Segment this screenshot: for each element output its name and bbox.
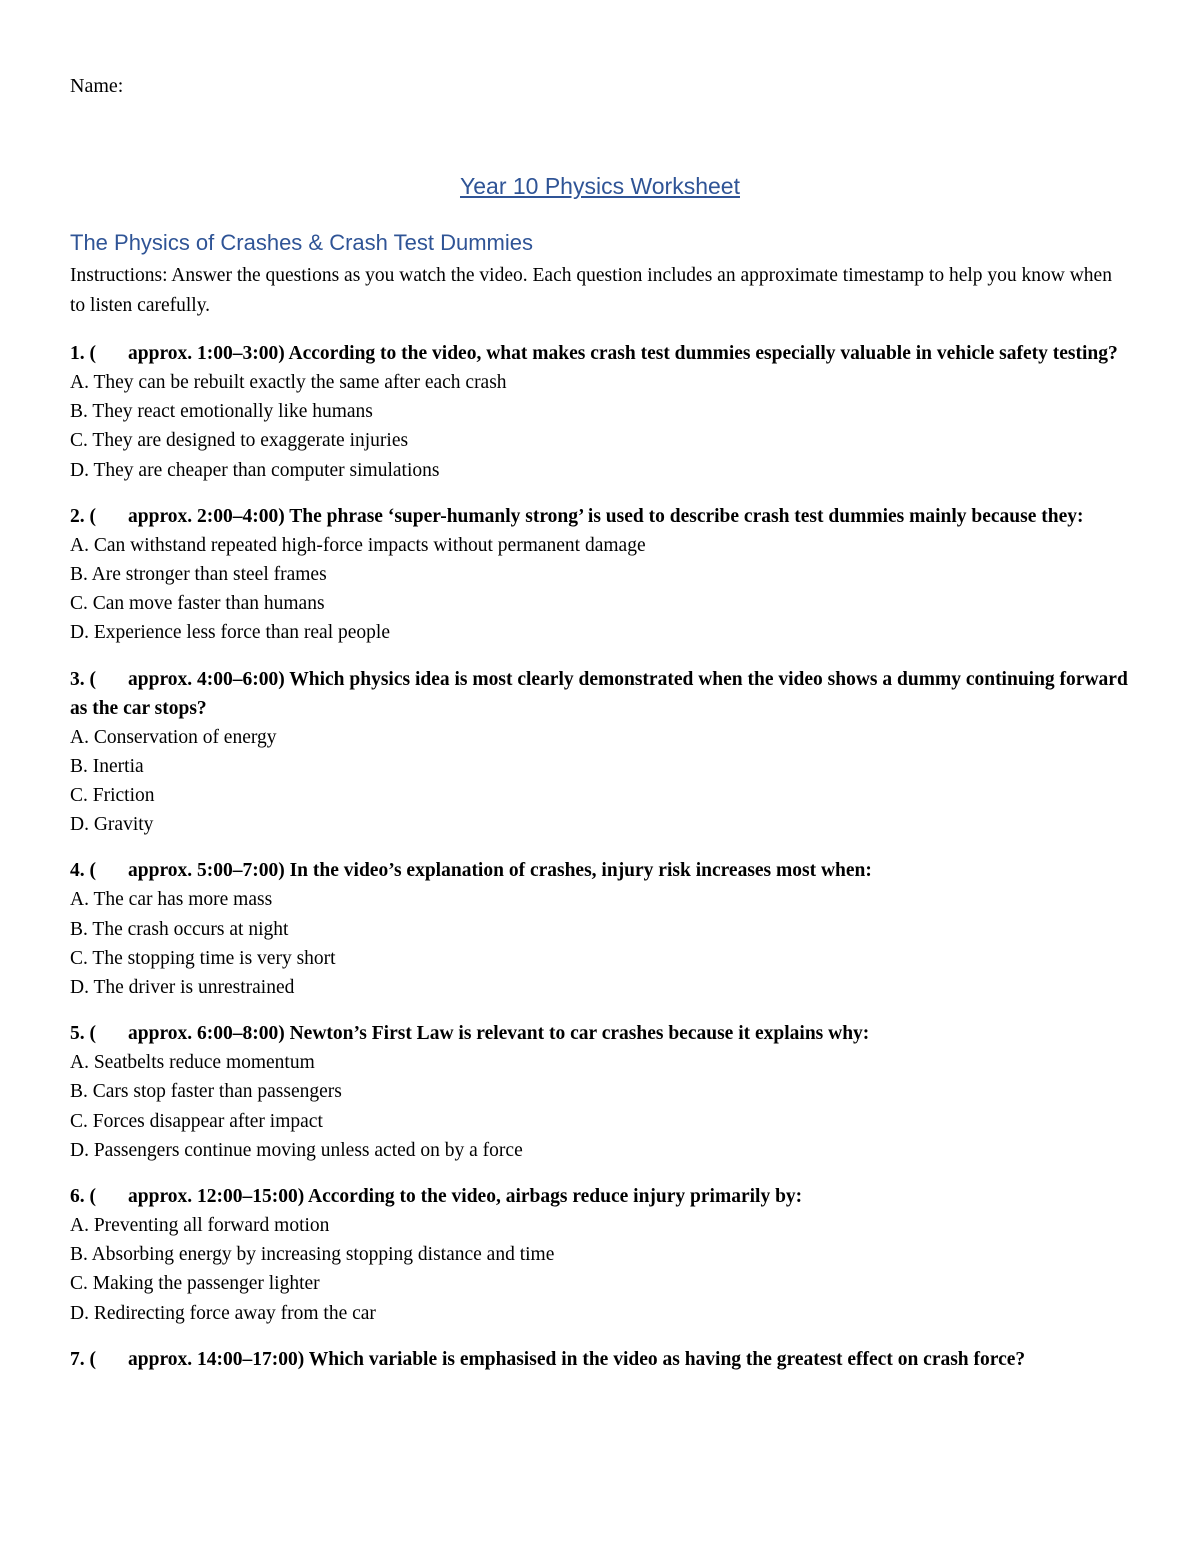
- question-number: 3. (: [70, 668, 96, 690]
- option-c: C. Making the passenger lighter: [70, 1273, 320, 1295]
- option-c: C. Friction: [70, 785, 155, 807]
- question-number: 7. (: [70, 1348, 96, 1370]
- option-d: D. Redirecting force away from the car: [70, 1302, 376, 1324]
- question-stem: [70, 856, 1130, 885]
- question-text: approx. 5:00–7:00) In the video’s explanation of crashes, injury risk increases most when:: [128, 860, 872, 882]
- option-b: B. They react emotionally like humans: [70, 401, 373, 423]
- option-b: B. Cars stop faster than passengers: [70, 1081, 342, 1103]
- question-6: [70, 1182, 1130, 1328]
- question-number: 5. (: [70, 1023, 96, 1045]
- question-number: 4. (: [70, 860, 96, 882]
- option-b: B. Inertia: [70, 755, 144, 777]
- question-stem: [70, 665, 1130, 723]
- option-c: C. Can move faster than humans: [70, 593, 325, 615]
- option-b: B. The crash occurs at night: [70, 918, 289, 940]
- question-text: approx. 4:00–6:00) Which physics idea is most clearly demonstrated when the video shows a dummy continuing forward as the car stops?: [70, 668, 1128, 719]
- option-c: C. They are designed to exaggerate injuries: [70, 430, 409, 452]
- option-a: A. Seatbelts reduce momentum: [70, 1052, 315, 1074]
- question-stem: [70, 1182, 1130, 1211]
- worksheet-title: Year 10 Physics Worksheet: [460, 173, 740, 199]
- worksheet-subtitle: The Physics of Crashes & Crash Test Dummies: [70, 230, 533, 255]
- option-b: B. Absorbing energy by increasing stopping distance and time: [70, 1244, 555, 1266]
- option-d: D. The driver is unrestrained: [70, 977, 295, 999]
- option-c: C. Forces disappear after impact: [70, 1110, 323, 1132]
- question-text: approx. 1:00–3:00) According to the video, what makes crash test dummies especially valuable in vehicle safety testing?: [128, 343, 1118, 364]
- question-text: approx. 12:00–15:00) According to the video, airbags reduce injury primarily by:: [128, 1186, 803, 1208]
- question-list: [70, 339, 1130, 1391]
- option-d: D. Experience less force than real people: [70, 622, 390, 644]
- option-a: A. They can be rebuilt exactly the same after each crash: [70, 372, 507, 393]
- instructions-text: Instructions: Answer the questions as you watch the video. Each question includes an approximate timestamp to help you know when to listen carefully.: [70, 265, 1112, 316]
- question-1: [70, 339, 1130, 485]
- question-number: 2. (: [70, 505, 96, 527]
- question-5: [70, 1019, 1130, 1165]
- option-a: A. Conservation of energy: [70, 726, 277, 748]
- question-2: [70, 502, 1130, 648]
- option-a: A. The car has more mass: [70, 889, 273, 911]
- option-c: C. The stopping time is very short: [70, 947, 336, 969]
- option-d: D. Gravity: [70, 814, 154, 836]
- question-stem: [70, 339, 1130, 368]
- question-number: 1. (: [70, 343, 96, 364]
- question-text: approx. 6:00–8:00) Newton’s First Law is relevant to car crashes because it explains why:: [128, 1023, 870, 1045]
- option-a: A. Can withstand repeated high-force impacts without permanent damage: [70, 534, 646, 556]
- option-b: B. Are stronger than steel frames: [70, 564, 327, 586]
- name-label: Name:: [70, 75, 124, 97]
- question-stem: [70, 502, 1130, 531]
- question-number: 6. (: [70, 1186, 96, 1208]
- question-stem: [70, 1019, 1130, 1048]
- question-stem: [70, 1345, 1130, 1374]
- question-7: [70, 1345, 1130, 1374]
- option-d: D. They are cheaper than computer simulations: [70, 459, 440, 481]
- option-d: D. Passengers continue moving unless acted on by a force: [70, 1139, 523, 1161]
- question-3: [70, 665, 1130, 840]
- question-text: approx. 14:00–17:00) Which variable is emphasised in the video as having the greatest effect on crash force?: [128, 1348, 1026, 1370]
- question-text: approx. 2:00–4:00) The phrase ‘super-humanly strong’ is used to describe crash test dummies mainly because they:: [128, 505, 1084, 527]
- option-a: A. Preventing all forward motion: [70, 1215, 330, 1237]
- question-4: [70, 856, 1130, 1002]
